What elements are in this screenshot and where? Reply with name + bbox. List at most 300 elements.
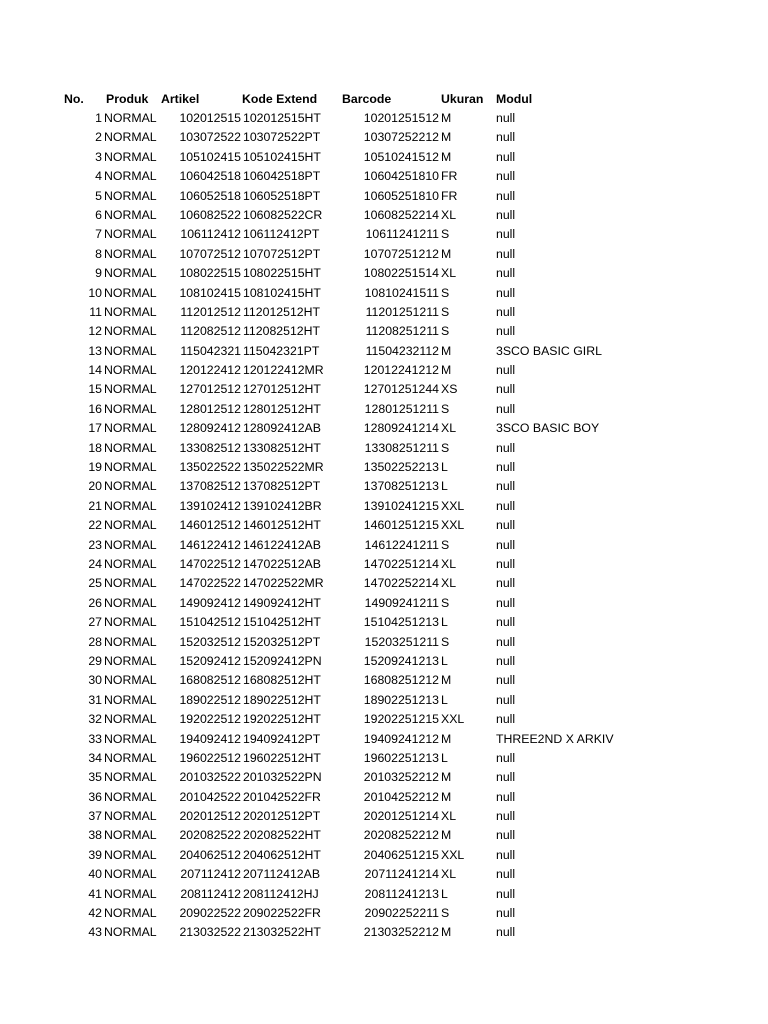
cell-no: 5 — [95, 188, 102, 203]
cell-artikel: 204062512 — [179, 847, 241, 862]
cell-no: 42 — [88, 906, 102, 921]
cell-kode-extend: 192022512HT — [243, 712, 321, 727]
cell-ukuran: S — [441, 906, 450, 921]
cell-produk: NORMAL — [104, 906, 157, 921]
cell-barcode: 10604251810 — [363, 169, 439, 184]
cell-barcode: 10608252214 — [363, 207, 439, 222]
cell-no: 9 — [95, 266, 102, 281]
cell-modul: null — [496, 576, 516, 591]
cell-barcode: 12701251244 — [363, 382, 439, 397]
cell-barcode: 10201251512 — [363, 111, 439, 125]
cell-kode-extend: 201042522FR — [243, 789, 321, 804]
cell-modul: null — [496, 207, 516, 222]
cell-produk: NORMAL — [104, 634, 157, 649]
cell-barcode: 18902251213 — [363, 692, 439, 707]
cell-ukuran: S — [441, 227, 450, 242]
cell-ukuran: M — [441, 731, 452, 746]
cell-kode-extend: 105102415HT — [243, 149, 321, 164]
cell-no: 11 — [89, 304, 102, 319]
cell-modul: null — [496, 304, 516, 319]
cell-kode-extend: 112012512HT — [243, 304, 321, 319]
cell-modul: null — [496, 847, 516, 862]
table-header-row — [0, 89, 768, 109]
cell-modul: null — [496, 188, 516, 203]
cell-produk: NORMAL — [104, 460, 157, 475]
table-row — [0, 497, 768, 516]
cell-artikel: 106042518 — [179, 169, 241, 184]
cell-ukuran: M — [441, 149, 452, 164]
table-row — [0, 555, 768, 574]
cell-produk: NORMAL — [104, 886, 157, 901]
header-ukuran: Ukuran — [441, 92, 484, 106]
cell-artikel: 127012512 — [179, 382, 241, 397]
cell-kode-extend: 108102415HT — [243, 285, 321, 300]
cell-produk: NORMAL — [104, 809, 157, 824]
cell-ukuran: M — [441, 828, 452, 843]
cell-no: 34 — [88, 750, 102, 765]
cell-produk: NORMAL — [104, 556, 157, 571]
cell-barcode: 12012241212 — [363, 363, 439, 378]
cell-modul: null — [496, 712, 516, 727]
cell-no: 30 — [88, 673, 102, 688]
cell-no: 21 — [88, 498, 102, 513]
cell-no: 33 — [88, 731, 102, 746]
cell-barcode: 10707251212 — [363, 246, 439, 261]
table-row — [0, 419, 768, 438]
cell-artikel: 194092412 — [179, 731, 241, 746]
cell-kode-extend: 102012515HT — [243, 111, 321, 125]
cell-produk: NORMAL — [104, 401, 157, 416]
cell-kode-extend: 135022522MR — [243, 460, 324, 475]
cell-artikel: 106112412 — [180, 227, 241, 242]
cell-ukuran: S — [441, 401, 450, 416]
cell-modul: null — [496, 615, 516, 630]
cell-kode-extend: 204062512HT — [243, 847, 321, 862]
cell-ukuran: XL — [441, 576, 457, 591]
cell-ukuran: M — [441, 770, 452, 785]
cell-kode-extend: 128092412AB — [243, 421, 321, 436]
cell-ukuran: XL — [441, 266, 457, 281]
cell-kode-extend: 194092412PT — [243, 731, 321, 746]
cell-no: 10 — [88, 285, 102, 300]
table-row — [0, 826, 768, 845]
cell-modul: null — [496, 537, 516, 552]
table-row — [0, 187, 768, 206]
cell-artikel: 107072512 — [179, 246, 241, 261]
table-row — [0, 749, 768, 768]
cell-ukuran: S — [441, 440, 450, 455]
cell-ukuran: L — [441, 750, 448, 765]
cell-kode-extend: 152092412PN — [243, 653, 322, 668]
cell-modul: null — [496, 382, 516, 397]
cell-artikel: 105102415 — [179, 149, 241, 164]
cell-barcode: 14601251215 — [363, 518, 439, 533]
cell-ukuran: XS — [441, 382, 458, 397]
cell-modul: null — [496, 440, 516, 455]
cell-artikel: 108022515 — [179, 266, 241, 281]
table-row — [0, 148, 768, 167]
cell-artikel: 112012512 — [180, 304, 241, 319]
cell-no: 13 — [88, 343, 102, 358]
table-row — [0, 710, 768, 729]
cell-no: 19 — [88, 460, 102, 475]
table-row — [0, 613, 768, 632]
cell-modul: null — [496, 906, 516, 921]
cell-artikel: 151042512 — [179, 615, 241, 630]
cell-modul: null — [496, 789, 516, 804]
cell-barcode: 11504232112 — [365, 343, 439, 358]
table-row — [0, 516, 768, 535]
cell-ukuran: S — [441, 595, 450, 610]
cell-artikel: 137082512 — [179, 479, 241, 494]
cell-barcode: 16808251212 — [363, 673, 439, 688]
cell-produk: NORMAL — [104, 750, 157, 765]
cell-no: 25 — [88, 576, 102, 591]
table-row — [0, 807, 768, 826]
cell-ukuran: M — [441, 246, 452, 261]
cell-produk: NORMAL — [104, 111, 157, 125]
cell-kode-extend: 108022515HT — [243, 266, 321, 281]
cell-modul: null — [496, 750, 516, 765]
cell-artikel: 192022512 — [179, 712, 241, 727]
cell-modul: null — [496, 770, 516, 785]
cell-ukuran: M — [441, 925, 452, 940]
cell-no: 1 — [95, 111, 102, 125]
cell-kode-extend: 133082512HT — [243, 440, 321, 455]
cell-barcode: 21303252212 — [363, 925, 439, 940]
cell-no: 38 — [88, 828, 102, 843]
cell-produk: NORMAL — [104, 343, 157, 358]
cell-artikel: 189022512 — [179, 692, 241, 707]
cell-barcode: 11201251211 — [365, 304, 439, 319]
cell-barcode: 10307252212 — [363, 130, 439, 145]
cell-produk: NORMAL — [104, 712, 157, 727]
cell-barcode: 13502252213 — [363, 460, 439, 475]
cell-artikel: 196022512 — [179, 750, 241, 765]
cell-ukuran: S — [441, 324, 450, 339]
cell-no: 41 — [88, 886, 102, 901]
cell-artikel: 147022512 — [179, 556, 241, 571]
cell-modul: null — [496, 653, 516, 668]
table-row — [0, 923, 768, 942]
cell-modul: null — [496, 673, 516, 688]
cell-ukuran: M — [441, 111, 452, 125]
cell-modul: null — [496, 828, 516, 843]
cell-barcode: 19202251215 — [363, 712, 439, 727]
cell-produk: NORMAL — [104, 770, 157, 785]
cell-barcode: 10810241511 — [364, 285, 439, 300]
cell-ukuran: L — [441, 460, 448, 475]
cell-kode-extend: 152032512PT — [243, 634, 321, 649]
cell-artikel: 115042321 — [180, 343, 241, 358]
cell-modul: null — [496, 401, 516, 416]
cell-kode-extend: 128012512HT — [243, 401, 321, 416]
cell-no: 2 — [95, 130, 102, 145]
cell-kode-extend: 139102412BR — [243, 498, 322, 513]
cell-produk: NORMAL — [104, 304, 157, 319]
cell-no: 20 — [88, 479, 102, 494]
cell-barcode: 10611241211 — [365, 227, 439, 242]
cell-produk: NORMAL — [104, 207, 157, 222]
cell-kode-extend: 209022522FR — [243, 906, 321, 921]
cell-barcode: 20208252212 — [363, 828, 439, 843]
cell-ukuran: L — [441, 653, 448, 668]
cell-produk: NORMAL — [104, 149, 157, 164]
cell-artikel: 128092412 — [179, 421, 241, 436]
cell-produk: NORMAL — [104, 421, 157, 436]
cell-produk: NORMAL — [104, 266, 157, 281]
cell-barcode: 14612241211 — [364, 537, 439, 552]
cell-ukuran: XL — [441, 867, 457, 882]
cell-modul: null — [496, 498, 516, 513]
cell-artikel: 112082512 — [180, 324, 241, 339]
cell-barcode: 20902252211 — [364, 906, 439, 921]
cell-no: 26 — [88, 595, 102, 610]
cell-kode-extend: 147022512AB — [243, 556, 321, 571]
cell-ukuran: XL — [441, 421, 457, 436]
cell-barcode: 10802251514 — [363, 266, 439, 281]
table-body — [0, 109, 768, 943]
cell-artikel: 209022522 — [179, 906, 241, 921]
cell-artikel: 152032512 — [179, 634, 241, 649]
cell-kode-extend: 106042518PT — [243, 169, 321, 184]
cell-no: 4 — [95, 169, 102, 184]
table-row — [0, 128, 768, 147]
cell-barcode: 20406251215 — [363, 847, 439, 862]
header-modul: Modul — [496, 92, 533, 106]
table-row — [0, 400, 768, 419]
cell-produk: NORMAL — [104, 789, 157, 804]
cell-modul: null — [496, 556, 516, 571]
table-row — [0, 477, 768, 496]
cell-modul: THREE2ND X ARKIV — [496, 731, 614, 746]
table-row — [0, 846, 768, 865]
cell-produk: NORMAL — [104, 285, 157, 300]
cell-ukuran: L — [441, 886, 448, 901]
cell-no: 24 — [88, 556, 102, 571]
cell-kode-extend: 208112412HJ — [243, 886, 319, 901]
cell-ukuran: M — [441, 130, 452, 145]
cell-produk: NORMAL — [104, 673, 157, 688]
cell-no: 23 — [88, 537, 102, 552]
cell-barcode: 10510241512 — [363, 149, 439, 164]
cell-artikel: 201032522 — [179, 770, 241, 785]
cell-barcode: 14909241211 — [364, 595, 439, 610]
cell-barcode: 15203251211 — [364, 634, 439, 649]
cell-barcode: 19602251213 — [363, 750, 439, 765]
cell-kode-extend: 106112412PT — [243, 227, 320, 242]
cell-no: 35 — [88, 770, 102, 785]
cell-modul: null — [496, 518, 516, 533]
cell-barcode: 20201251214 — [363, 809, 439, 824]
cell-ukuran: XXL — [441, 847, 465, 862]
cell-kode-extend: 201032522PN — [243, 770, 322, 785]
cell-ukuran: M — [441, 789, 452, 804]
cell-artikel: 152092412 — [179, 653, 241, 668]
cell-no: 36 — [88, 789, 102, 804]
cell-barcode: 20811241213 — [364, 886, 439, 901]
cell-kode-extend: 115042321PT — [243, 343, 320, 358]
cell-barcode: 14702252214 — [363, 576, 439, 591]
cell-kode-extend: 202082522HT — [243, 828, 321, 843]
cell-artikel: 128012512 — [179, 401, 241, 416]
header-no: No. — [64, 92, 84, 106]
cell-no: 7 — [95, 227, 102, 242]
cell-barcode: 12801251211 — [364, 401, 439, 416]
table-row — [0, 380, 768, 399]
cell-artikel: 168082512 — [179, 673, 241, 688]
table-row — [0, 361, 768, 380]
cell-barcode: 10605251810 — [363, 188, 439, 203]
cell-modul: null — [496, 285, 516, 300]
cell-produk: NORMAL — [104, 130, 157, 145]
cell-no: 17 — [88, 421, 102, 436]
cell-artikel: 213032522 — [179, 925, 241, 940]
table-row — [0, 768, 768, 787]
cell-modul: null — [496, 925, 516, 940]
cell-produk: NORMAL — [104, 188, 157, 203]
cell-modul: 3SCO BASIC BOY — [496, 421, 600, 436]
table-row — [0, 458, 768, 477]
cell-ukuran: XXL — [441, 498, 465, 513]
cell-barcode: 11208251211 — [365, 324, 439, 339]
cell-kode-extend: 137082512PT — [243, 479, 321, 494]
cell-ukuran: S — [441, 634, 450, 649]
table-row — [0, 536, 768, 555]
cell-produk: NORMAL — [104, 440, 157, 455]
cell-ukuran: S — [441, 285, 450, 300]
cell-artikel: 202012512 — [179, 809, 241, 824]
table-row — [0, 225, 768, 244]
cell-kode-extend: 207112412AB — [243, 867, 321, 882]
table-row — [0, 284, 768, 303]
cell-ukuran: S — [441, 304, 450, 319]
table-row — [0, 303, 768, 322]
cell-barcode: 13708251213 — [363, 479, 439, 494]
cell-kode-extend: 202012512PT — [243, 809, 321, 824]
cell-modul: null — [496, 266, 516, 281]
cell-produk: NORMAL — [104, 363, 157, 378]
cell-artikel: 120122412 — [179, 363, 241, 378]
cell-modul: null — [496, 692, 516, 707]
cell-no: 12 — [88, 324, 102, 339]
cell-no: 39 — [88, 847, 102, 862]
table-row — [0, 264, 768, 283]
cell-kode-extend: 213032522HT — [243, 925, 321, 940]
table-row — [0, 671, 768, 690]
cell-no: 29 — [88, 653, 102, 668]
table-row — [0, 730, 768, 749]
cell-produk: NORMAL — [104, 867, 157, 882]
cell-artikel: 139102412 — [179, 498, 241, 513]
cell-modul: null — [496, 479, 516, 494]
table-row — [0, 245, 768, 264]
cell-no: 40 — [88, 867, 102, 882]
cell-artikel: 103072522 — [179, 130, 241, 145]
cell-modul: null — [496, 130, 516, 145]
cell-modul: null — [496, 149, 516, 164]
cell-ukuran: L — [441, 692, 448, 707]
cell-no: 16 — [88, 401, 102, 416]
cell-artikel: 146122412 — [179, 537, 241, 552]
cell-artikel: 207112412 — [180, 867, 241, 882]
table-row — [0, 633, 768, 652]
cell-ukuran: FR — [441, 169, 458, 184]
table-row — [0, 788, 768, 807]
cell-modul: null — [496, 460, 516, 475]
cell-produk: NORMAL — [104, 615, 157, 630]
cell-produk: NORMAL — [104, 324, 157, 339]
table-row — [0, 322, 768, 341]
cell-kode-extend: 189022512HT — [243, 692, 321, 707]
cell-produk: NORMAL — [104, 479, 157, 494]
cell-produk: NORMAL — [104, 847, 157, 862]
cell-barcode: 12809241214 — [363, 421, 439, 436]
cell-artikel: 133082512 — [179, 440, 241, 455]
cell-ukuran: XL — [441, 809, 457, 824]
cell-no: 14 — [88, 363, 102, 378]
cell-modul: null — [496, 227, 516, 242]
cell-no: 43 — [88, 925, 102, 940]
cell-kode-extend: 106082522CR — [243, 207, 323, 222]
cell-modul: null — [496, 246, 516, 261]
cell-barcode: 20104252212 — [363, 789, 439, 804]
spreadsheet-table — [0, 89, 768, 943]
cell-ukuran: L — [441, 479, 448, 494]
header-artikel: Artikel — [161, 92, 200, 106]
table-row — [0, 342, 768, 361]
cell-modul: null — [496, 111, 516, 125]
cell-produk: NORMAL — [104, 246, 157, 261]
cell-produk: NORMAL — [104, 382, 157, 397]
cell-artikel: 149092412 — [179, 595, 241, 610]
cell-modul: null — [496, 169, 516, 184]
cell-artikel: 201042522 — [179, 789, 241, 804]
cell-ukuran: XL — [441, 207, 457, 222]
cell-barcode: 20103252212 — [363, 770, 439, 785]
table-row — [0, 109, 768, 128]
table-row — [0, 865, 768, 884]
cell-no: 18 — [88, 440, 102, 455]
cell-barcode: 15104251213 — [363, 615, 439, 630]
cell-barcode: 13308251211 — [364, 440, 439, 455]
cell-ukuran: FR — [441, 188, 458, 203]
cell-artikel: 106052518 — [179, 188, 241, 203]
cell-barcode: 13910241215 — [363, 498, 439, 513]
cell-produk: NORMAL — [104, 227, 157, 242]
cell-produk: NORMAL — [104, 169, 157, 184]
cell-kode-extend: 151042512HT — [243, 615, 321, 630]
table-row — [0, 439, 768, 458]
cell-kode-extend: 146122412AB — [243, 537, 321, 552]
cell-kode-extend: 107072512PT — [243, 246, 321, 261]
cell-no: 27 — [88, 615, 102, 630]
cell-ukuran: XXL — [441, 518, 465, 533]
cell-produk: NORMAL — [104, 653, 157, 668]
cell-no: 22 — [88, 518, 102, 533]
cell-ukuran: M — [441, 363, 452, 378]
cell-modul: null — [496, 634, 516, 649]
cell-artikel: 147022522 — [179, 576, 241, 591]
cell-no: 28 — [88, 634, 102, 649]
cell-no: 15 — [88, 382, 102, 397]
cell-barcode: 20711241214 — [364, 867, 439, 882]
cell-kode-extend: 147022522MR — [243, 576, 324, 591]
cell-kode-extend: 112082512HT — [243, 324, 321, 339]
cell-produk: NORMAL — [104, 925, 157, 940]
cell-produk: NORMAL — [104, 498, 157, 513]
cell-kode-extend: 120122412MR — [243, 363, 324, 378]
